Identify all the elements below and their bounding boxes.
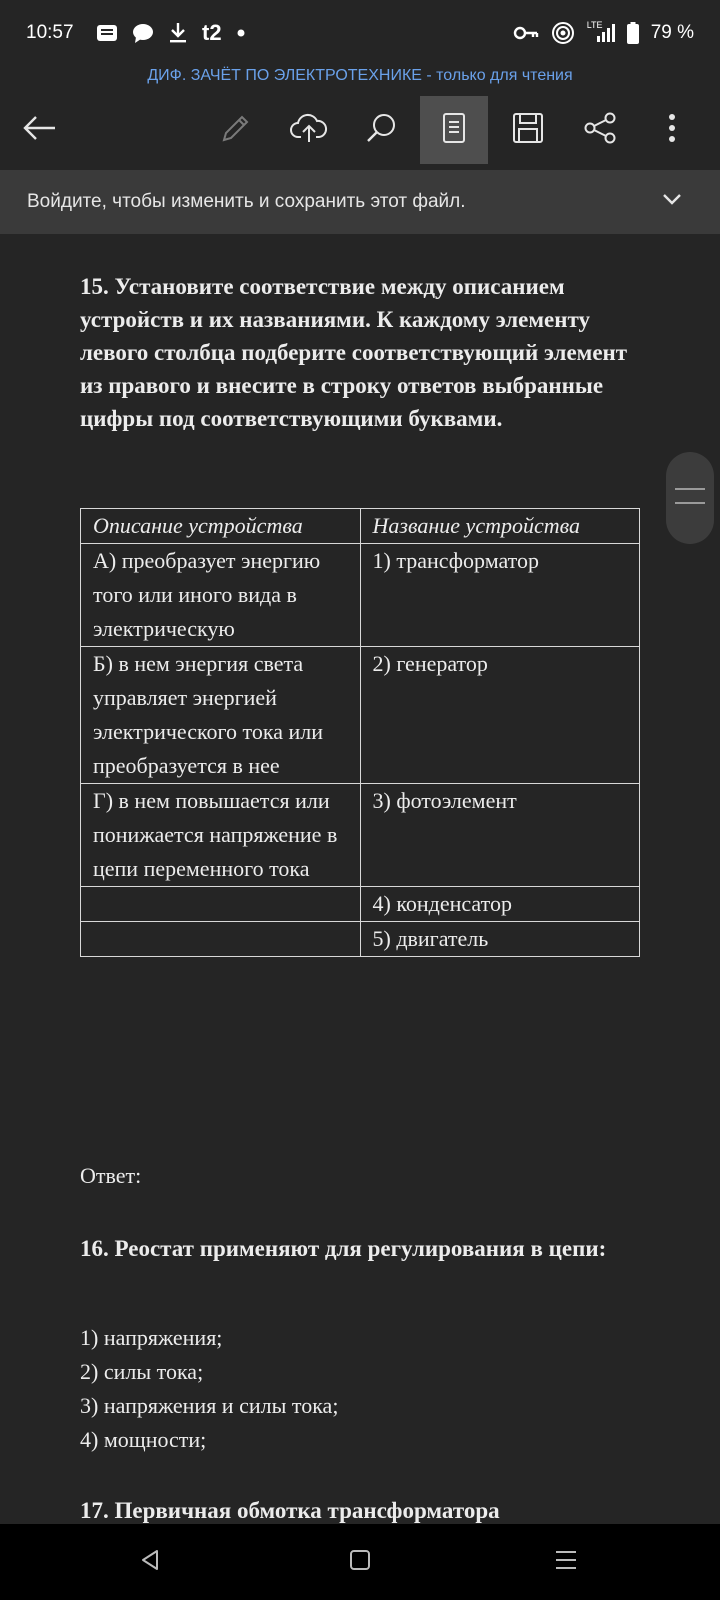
answer-label: Ответ: — [80, 1163, 142, 1188]
question-16-title: 16. Реостат применяют для регулирования в цепи: — [80, 1236, 607, 1261]
nav-recents-button[interactable] — [526, 1524, 606, 1600]
table-row — [81, 922, 640, 957]
signin-banner-text: Войдите, чтобы изменить и сохранить этот файл. — [27, 191, 466, 212]
table-cell: 2) генератор — [360, 647, 640, 784]
carrier-logo: t2 — [202, 20, 222, 45]
back-triangle-icon — [139, 1548, 161, 1577]
chat-bubble-icon — [132, 22, 154, 44]
status-bar — [0, 0, 720, 64]
more-icon — [668, 113, 676, 148]
signal-icon: LTE — [587, 23, 615, 43]
message-icon — [96, 23, 118, 43]
save-icon — [512, 112, 544, 149]
table-cell: 1) трансформатор — [360, 544, 640, 647]
download-icon — [168, 22, 188, 44]
table-cell: 3) фотоэлемент — [360, 784, 640, 887]
dot-icon — [236, 28, 246, 38]
edit-button[interactable] — [202, 96, 270, 164]
list-item: 4) мощности; — [80, 1427, 207, 1452]
save-button[interactable] — [494, 96, 562, 164]
matching-table — [80, 508, 640, 957]
question-15-title: 15. Установите соответствие между описанием устройств и их названиями. К каждому элементу левого столбца подберите соответствующий элемент из правого и внесите в строку ответов выбранные цифры под соответствующими буквами. — [80, 274, 628, 431]
recents-icon — [554, 1549, 578, 1576]
key-icon — [513, 26, 539, 40]
reading-mode-icon — [442, 112, 466, 149]
table-row — [81, 887, 640, 922]
more-button[interactable] — [638, 96, 706, 164]
toolbar — [0, 96, 720, 164]
table-row — [81, 784, 640, 887]
reading-mode-button[interactable] — [420, 96, 488, 164]
clock: 10:57 — [26, 22, 74, 43]
cloud-upload-button[interactable] — [275, 96, 343, 164]
table-row — [81, 544, 640, 647]
signin-banner[interactable] — [0, 170, 720, 234]
cloud-upload-icon — [290, 113, 328, 148]
home-square-icon — [349, 1549, 371, 1576]
navigation-bar — [0, 1524, 720, 1600]
question-17-title: 17. Первичная обмотка трансформатора — [80, 1498, 500, 1523]
table-cell: 5) двигатель — [360, 922, 640, 957]
table-cell: А) преобразует энергию того или иного вида в электрическую — [81, 544, 361, 647]
nav-back-button[interactable] — [110, 1524, 190, 1600]
share-icon — [583, 112, 617, 149]
table-row — [81, 647, 640, 784]
battery-level: 79 % — [650, 22, 694, 43]
list-item: 1) напряжения; — [80, 1325, 223, 1350]
back-arrow-icon — [23, 115, 57, 146]
chevron-down-icon[interactable] — [662, 192, 682, 211]
battery-icon — [627, 22, 639, 44]
table-cell — [81, 887, 361, 922]
question-16-options — [80, 1321, 338, 1457]
list-item: 2) силы тока; — [80, 1359, 204, 1384]
table-cell: Б) в нем энергия света управляет энергией электрического тока или преобразуется в нее — [81, 647, 361, 784]
document-title: ДИФ. ЗАЧЁТ ПО ЭЛЕКТРОТЕХНИКЕ - только для чтения — [147, 67, 573, 84]
search-icon — [365, 112, 397, 149]
scroll-handle[interactable] — [666, 452, 714, 544]
table-cell — [81, 922, 361, 957]
table-header-row — [81, 509, 640, 544]
table-header-name: Название устройства — [360, 509, 640, 544]
list-item: 3) напряжения и силы тока; — [80, 1393, 339, 1418]
search-button[interactable] — [347, 96, 415, 164]
table-cell: Г) в нем повышается или понижается напряжение в цепи переменного тока — [81, 784, 361, 887]
nav-home-button[interactable] — [320, 1524, 400, 1600]
share-button[interactable] — [566, 96, 634, 164]
hotspot-icon — [551, 21, 575, 45]
edit-pencil-icon — [220, 112, 252, 149]
back-button[interactable] — [6, 96, 74, 164]
table-cell: 4) конденсатор — [360, 887, 640, 922]
table-header-description: Описание устройства — [81, 509, 361, 544]
